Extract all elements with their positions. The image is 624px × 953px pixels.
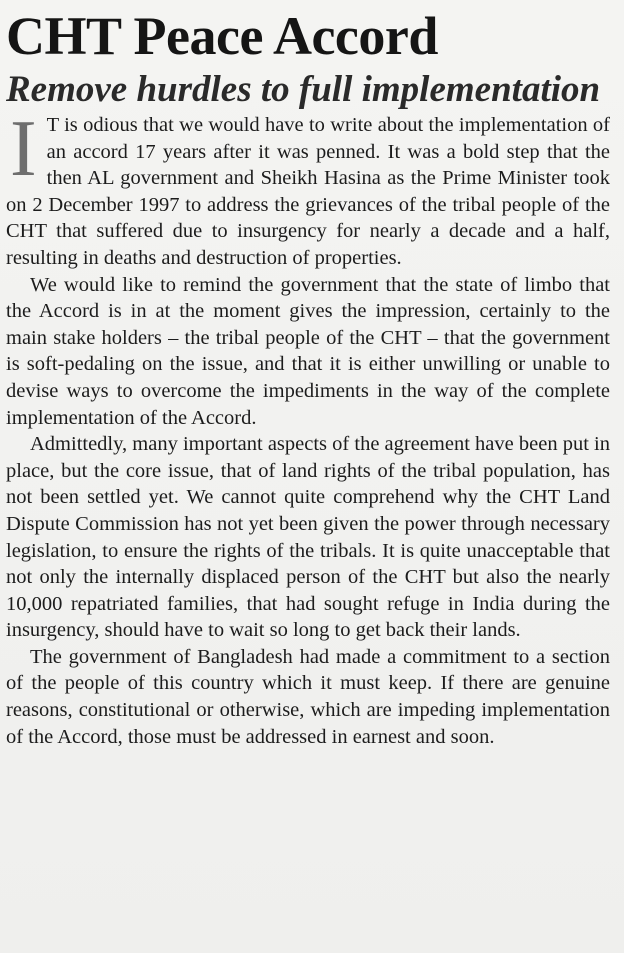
paragraph-2: We would like to remind the government that the state of limbo that the Accord is in at the moment gives the impression, certainly to the main stake holders – the tribal people of the CHT – that the government is soft-pedaling on the issue, and that it is either unwilling or unable to devise ways to overcome the impediments in the way of the complete implementation of the Accord. [6,273,610,429]
headline: CHT Peace Accord [6,6,438,66]
subheadline: Remove hurdles to full implementation [6,69,601,110]
article-body [6,105,610,750]
drop-cap: I [10,105,37,193]
paragraph-1-text: T is odious that we would have to write about the implementation of an accord 17 years after it was penned. It was a bold step that the then AL government and Sheikh Hasina as the Prime Minister took on 2 December 1997 to address the grievances of the tribal people of the CHT that suffered due to insurgency for nearly a decade and a half, resulting in deaths and destruction of properties. [6,114,610,269]
paragraph-1 [6,105,610,272]
paragraph-3: Admittedly, many important aspects of the agreement have been put in place, but the core issue, that of land rights of the tribal population, has not been settled yet. We cannot quite comprehend why the CHT Land Dispute Commission has not yet been given the power through necessary legislation, to ensure the rights of the tribals. It is quite unacceptable that not only the internally displaced person of the CHT but also the nearly 10,000 repatriated families, that had sought refuge in India during the insurgency, should have to wait so long to get back their lands. [6,433,610,642]
paragraph-4: The government of Bangladesh had made a commitment to a section of the people of this country which it must keep. If there are genuine reasons, constitutional or otherwise, which are impeding implementation of the Accord, those must be addressed in earnest and soon. [6,645,610,748]
